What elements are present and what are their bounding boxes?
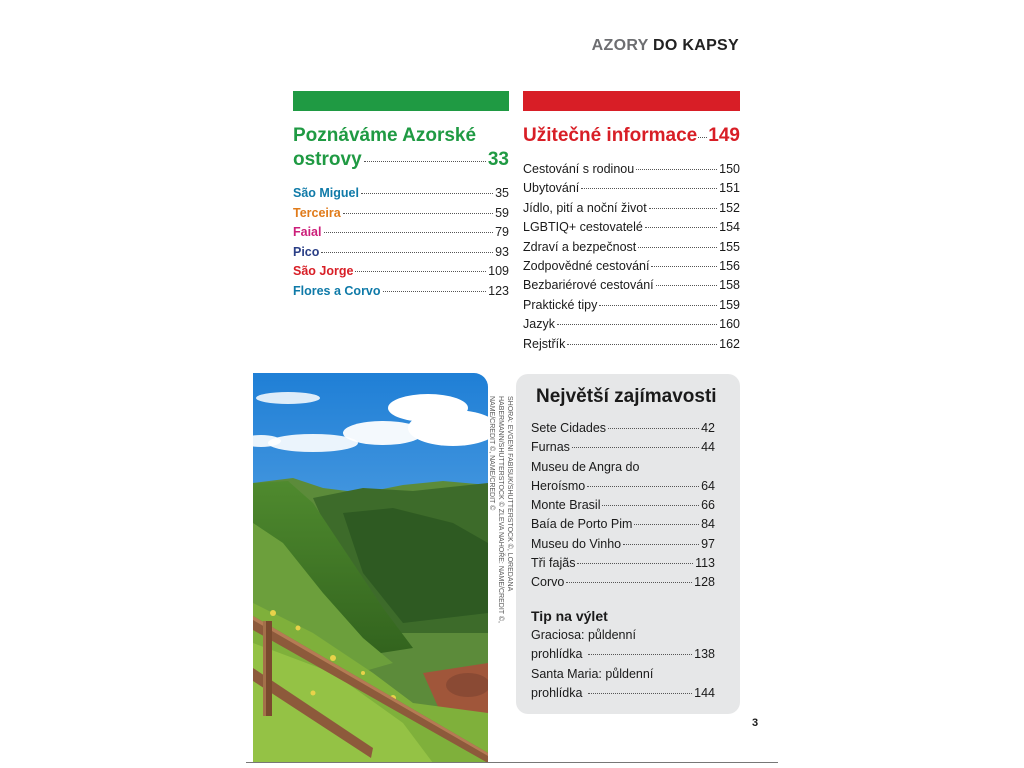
islands-heading[interactable] [293,124,509,172]
red-section-bar [523,91,740,111]
toc-entry[interactable] [531,556,715,575]
leader-dots [577,563,693,564]
toc-entry[interactable] [523,162,740,181]
toc-label: Corvo [531,575,565,590]
tips-title: Tip na výlet [531,608,608,624]
highlights-toc [531,421,715,595]
toc-entry[interactable] [531,517,715,536]
toc-label: Tři fajãs [531,556,576,571]
toc-entry[interactable] [531,686,715,705]
leader-dots [588,654,692,655]
toc-entry[interactable] [531,498,715,517]
toc-entry-sao-jorge[interactable] [293,264,509,284]
highlights-title: Největší zajímavosti [536,386,717,407]
toc-entry[interactable] [523,298,740,317]
toc-entry-terceira[interactable] [293,206,509,226]
toc-page: 156 [719,258,740,273]
toc-page: 64 [701,478,715,493]
toc-label: São Miguel [293,186,359,200]
toc-page: 158 [719,278,740,293]
leader-dots [656,285,718,286]
toc-page: 154 [719,220,740,235]
islands-heading-page: 33 [487,149,509,170]
leader-dots [321,252,493,253]
toc-page: 109 [488,264,509,279]
leader-dots [566,582,692,583]
leader-dots [651,266,717,267]
toc-label: Jídlo, pití a noční život [523,200,647,215]
toc-entry[interactable] [523,278,740,297]
toc-label: Jazyk [523,317,555,332]
toc-label: São Jorge [293,264,354,279]
info-heading-label: Užitečné informace [523,125,698,146]
toc-page: 97 [701,536,715,551]
toc-entry[interactable] [523,181,740,200]
toc-label: Monte Brasil [531,498,601,513]
toc-entry[interactable] [523,259,740,278]
toc-label: Pico [293,244,320,259]
landscape-photo [253,373,488,763]
header-title-dark: DO KAPSY [653,37,739,54]
leader-dots [383,291,487,292]
leader-dots [636,169,717,170]
toc-page: 84 [701,517,715,532]
toc-page: 128 [694,575,715,590]
toc-page: 113 [695,556,715,571]
toc-page: 159 [719,297,740,312]
toc-page: 79 [495,225,509,240]
info-heading-page: 149 [708,125,740,146]
toc-label: Heroísmo [531,478,586,493]
toc-page: 59 [495,205,509,220]
toc-entry-sao-miguel[interactable] [293,186,509,206]
toc-entry[interactable] [523,337,740,356]
green-section-bar [293,91,509,111]
toc-label: Flores a Corvo [293,283,381,298]
leader-dots [581,188,717,189]
toc-page: 155 [719,239,740,254]
toc-label: prohlídka [531,647,583,662]
islands-heading-line1: Poznáváme Azorské [293,125,477,146]
toc-page: 44 [701,440,715,455]
toc-label: Faial [293,225,322,240]
photo-credit: SHORA: EVGENI FABISUK/SHUTTERSTOCK ©, LOREDANA HABERMANN/SHUTTERSTOCK © ZLEVA NAHOŘE: NAME/CREDIT ©, NAME/CREDIT ©, NAME/CREDIT © [488,396,513,623]
toc-entry[interactable] [523,317,740,336]
toc-label: Bezbariérové cestování [523,278,654,293]
leader-dots [602,505,699,506]
running-header [592,37,739,55]
toc-page: 152 [719,200,740,215]
info-toc [523,162,740,356]
toc-entry[interactable] [531,440,715,459]
toc-label: Furnas [531,440,570,455]
toc-page: 35 [495,186,509,200]
toc-page: 160 [719,317,740,332]
islands-toc [293,186,509,304]
toc-page: 138 [694,647,715,662]
toc-label: Sete Cidades [531,421,607,435]
leader-dots [587,486,699,487]
bottom-rule [246,762,778,763]
toc-label: Zodpovědné cestování [523,258,650,273]
header-title-light: AZORY [591,37,649,54]
leader-dots [324,232,494,233]
toc-label-line1: Santa Maria: půldenní [531,666,654,681]
toc-entry[interactable] [531,537,715,556]
islands-heading-line2: ostrovy [293,149,362,170]
toc-page: 42 [701,421,715,435]
toc-page: 93 [495,244,509,259]
leader-dots [364,161,486,162]
toc-label: prohlídka [531,685,583,700]
toc-page: 144 [694,685,715,700]
leader-dots [355,271,486,272]
toc-label-line1: Museu de Angra do [531,459,640,474]
toc-label: Terceira [293,205,341,220]
toc-page: 151 [719,181,740,196]
toc-label-line1: Graciosa: půldenní [531,628,636,642]
toc-entry-faial[interactable] [293,225,509,245]
toc-entry-flores-a-corvo[interactable] [293,284,509,304]
toc-entry[interactable] [523,220,740,239]
leader-dots [343,213,493,214]
leader-dots [623,544,699,545]
leader-dots [645,227,717,228]
toc-label: Museu do Vinho [531,536,622,551]
tips-toc [531,628,715,705]
leader-dots [567,344,717,345]
leader-dots [698,137,707,138]
toc-label: Baía de Porto Pim [531,517,633,532]
toc-page: 162 [719,336,740,351]
leader-dots [608,428,699,429]
toc-label: Praktické tipy [523,297,598,312]
toc-page: 66 [701,498,715,513]
leader-dots [361,193,493,194]
toc-entry[interactable] [523,201,740,220]
toc-label: LGBTIQ+ cestovatelé [523,220,643,235]
leader-dots [557,324,717,325]
toc-label: Rejstřík [523,336,566,351]
toc-entry[interactable] [531,575,715,594]
leader-dots [599,305,717,306]
leader-dots [634,524,699,525]
info-heading[interactable] [523,124,740,148]
toc-label: Ubytování [523,181,580,196]
page-number: 3 [752,717,759,729]
toc-page: 150 [719,162,740,176]
toc-entry-pico[interactable] [293,245,509,265]
toc-entry[interactable] [523,240,740,259]
leader-dots [588,693,692,694]
toc-entry[interactable] [531,647,715,666]
toc-label: Zdraví a bezpečnost [523,239,637,254]
toc-label: Cestování s rodinou [523,162,635,176]
toc-entry[interactable] [531,479,715,498]
leader-dots [572,447,699,448]
toc-entry[interactable] [531,421,715,440]
leader-dots [638,247,717,248]
toc-page: 123 [488,283,509,298]
leader-dots [649,208,717,209]
